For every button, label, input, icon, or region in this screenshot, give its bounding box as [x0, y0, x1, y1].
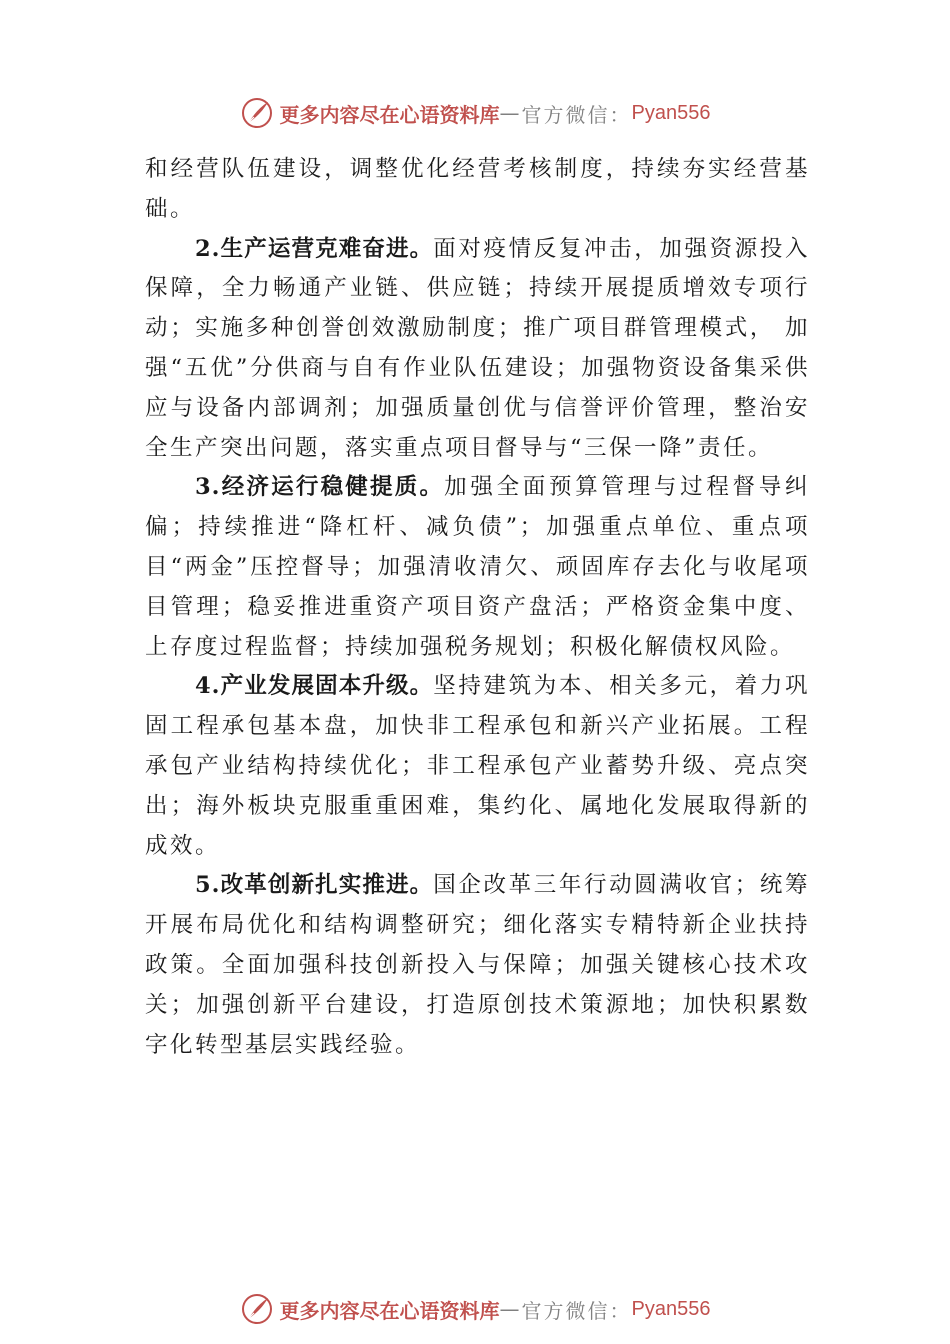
header-watermark: [0, 93, 950, 133]
paragraph-body: 加强全面预算管理与过程督导纠偏；持续推进“降杠杆、减负债”；加强重点单位、重点项目“两金”压控督导；加强清收清欠、顽固库存去化与收尾项目管理；稳妥推进重资产项目资产盘活；严格资金集中度、 上存度过程监督；持续加强税务规划；积极化解债权风险。: [145, 474, 810, 660]
paragraph-heading: 4.产业发展固本升级。: [195, 673, 434, 700]
paragraph-reform-innovation: [145, 866, 810, 1065]
feather-pen-logo-icon: [240, 96, 274, 130]
watermark-library-text: 更多内容尽在心语资料库: [279, 102, 500, 127]
paragraph-body: 和经营队伍建设，调整优化经营考核制度，持续夯实经营基础。: [145, 156, 810, 222]
watermark-wechat-id: Pyan556: [631, 1297, 711, 1320]
paragraph-production-operations: [145, 230, 810, 469]
footer-watermark: [0, 1289, 950, 1329]
watermark-wechat-label: 官方微信：: [521, 102, 632, 127]
paragraph-continuation: [145, 150, 810, 230]
paragraph-industry-development: [145, 667, 810, 866]
document-body: [145, 150, 810, 1065]
paragraph-body: 国企改革三年行动圆满收官；统筹开展布局优化和结构调整研究；细化落实专精特新企业扶持政策。全面加强科技创新投入与保障；加强关键核心技术攻关；加强创新平台建设，打造原创技术策源地；加快积累数字化转型基层实践经验。: [145, 872, 810, 1058]
watermark-wechat-id: Pyan556: [631, 101, 711, 124]
paragraph-heading: 5.改革创新扎实推进。: [195, 872, 434, 899]
paragraph-economic-operations: [145, 468, 810, 667]
watermark-dash: —: [499, 101, 522, 125]
paragraph-body: 坚持建筑为本、相关多元，着力巩固工程承包基本盘，加快非工程承包和新兴产业拓展。工程承包产业结构持续优化；非工程承包产业蓄势升级、亮点突出；海外板块克服重重困难，集约化、属地化发展取得新的成效。: [145, 673, 810, 859]
watermark-wechat-label: 官方微信：: [521, 1298, 632, 1323]
paragraph-body: 面对疫情反复冲击，加强资源投入保障，全力畅通产业链、供应链；持续开展提质增效专项行动；实施多种创誉创效激励制度；推广项目群管理模式， 加强“五优”分供商与自有作业队伍建设；加强物资设备集采供应与设备内部调剂；加强质量创优与信誉评价管理，整治安全生产突出问题，落实重点项目督导与“三保一降”责任。: [145, 235, 810, 461]
watermark-dash: —: [499, 1297, 522, 1321]
feather-pen-logo-icon: [240, 1292, 274, 1326]
watermark-library-text: 更多内容尽在心语资料库: [279, 1298, 500, 1323]
paragraph-heading: 2.生产运营克难奋进。: [195, 235, 434, 262]
paragraph-heading: 3.经济运行稳健提质。: [195, 474, 445, 501]
